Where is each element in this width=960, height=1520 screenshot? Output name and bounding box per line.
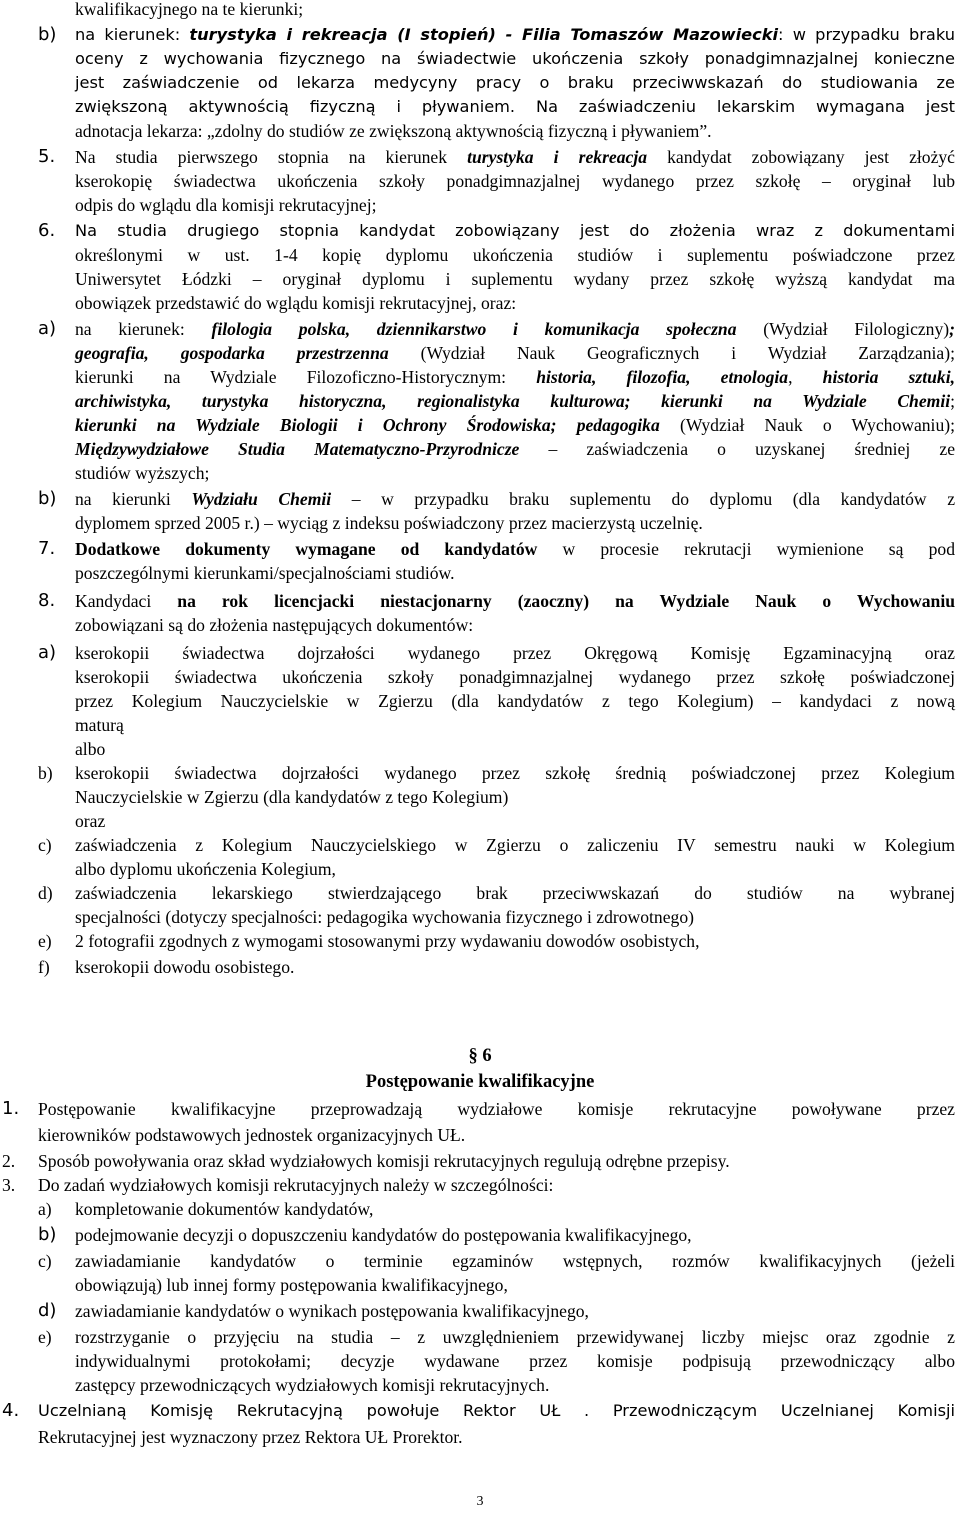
text-line: zobowiązani są do złożenia następujących dokumentów: (75, 615, 474, 635)
section-title: Postępowanie kwalifikacyjne (365, 1072, 595, 1092)
text-line: na kierunek: turystyka i rekreacja (I stopień) - Filia Tomaszów Mazowiecki: w przypadku braku (75, 25, 955, 44)
text-line: Kandydaci na rok licencjacki niestacjonarny (zaoczny) na Wydziale Nauk o Wychowaniu (75, 591, 955, 611)
text-line: kserokopii świadectwa dojrzałości wydanego przez Okręgową Komisję Egzaminacyjną oraz (75, 643, 955, 663)
text-line: maturą (75, 715, 124, 735)
text-line: geografia, gospodarka przestrzenna (Wydział Nauk Geograficznych i Wydział Zarządzania); (75, 343, 955, 363)
text-line: przez Kolegium Nauczycielskie w Zgierzu (dla kandydatów z tego Kolegium) – kandydaci z nową (75, 691, 955, 711)
text-line: Uniwersytet Łódzki – oryginał dyplomu i suplementu wydany przez szkołę wyższą kandydat ma (75, 269, 955, 289)
list-marker: e) (38, 1327, 52, 1347)
text-line: kwalifikacyjnego na te kierunki; (75, 0, 304, 19)
list-marker: d) (38, 1300, 57, 1321)
list-marker: 6. (38, 220, 56, 241)
list-marker: c) (38, 835, 52, 855)
page-number: 3 (476, 1494, 484, 1509)
list-marker: 2. (2, 1151, 16, 1171)
list-marker: 8. (38, 590, 56, 611)
text-line: kserokopii świadectwa dojrzałości wydanego przez szkołę średnią poświadczonej przez Kolegium (75, 763, 955, 783)
text-line: kompletowanie dokumentów kandydatów, (75, 1199, 374, 1219)
list-marker: a) (38, 1199, 52, 1219)
text-line: zwiększoną aktywnością fizyczną i pływaniem. Na zaświadczeniu lekarskim wymagana jest (75, 97, 955, 116)
text-line: specjalności (dotyczy specjalności: pedagogika wychowania fizycznego i zdrowotnego) (75, 907, 694, 927)
text-line: archiwistyka, turystyka historyczna, regionalistyka kulturowa; kierunki na Wydziale Chemii; (75, 391, 955, 411)
list-marker: a) (38, 642, 57, 663)
list-marker: a) (38, 318, 57, 339)
list-marker: b) (38, 24, 57, 45)
text-line: dyplomem sprzed 2005 r.) – wyciąg z indeksu poświadczony przez macierzystą uczelnię. (75, 513, 703, 533)
text-line: zawiadamianie kandydatów o wynikach postępowania kwalifikacyjnego, (75, 1301, 589, 1321)
list-marker: b) (38, 488, 57, 509)
list-marker: f) (38, 957, 50, 977)
section-symbol: § 6 (468, 1046, 492, 1066)
text-line: Na studia pierwszego stopnia na kierunek turystyka i rekreacja kandydat zobowiązany jest złożyć (75, 147, 955, 167)
text-line: indywidualnymi protokołami; decyzje wydawane przez komisje podpisują przewodniczący albo (75, 1351, 955, 1371)
text-line: na kierunek: filologia polska, dziennikarstwo i komunikacja społeczna (Wydział Filologiczny); (75, 319, 955, 339)
text-line: Do zadań wydziałowych komisji rekrutacyjnych należy w szczególności: (38, 1175, 554, 1195)
text-line: kierowników podstawowych jednostek organizacyjnych UŁ. (38, 1125, 466, 1145)
text-line: na kierunki Wydziału Chemii – w przypadku braku suplementu do dyplomu (dla kandydatów z (75, 489, 956, 509)
list-marker: b) (38, 1224, 57, 1245)
text-line: Sposób powoływania oraz skład wydziałowych komisji rekrutacyjnych regulują odrębne przepisy. (38, 1151, 730, 1171)
text-line: Nauczycielskie w Zgierzu (dla kandydatów z tego Kolegium) (75, 787, 509, 807)
text-line: kserokopii świadectwa ukończenia szkoły ponadgimnazjalnej wydanego przez szkołę poświadczonej (75, 667, 955, 687)
text-line: Dodatkowe dokumenty wymagane od kandydatów w procesie rekrutacji wymienione są pod (75, 539, 955, 559)
text-line: poszczególnymi kierunkami/specjalnościami studiów. (75, 563, 455, 583)
text-line: określonymi w ust. 1-4 kopię dyplomu ukończenia studiów i suplementu poświadczone przez (75, 245, 955, 265)
text-line: 2 fotografii zgodnych z wymogami stosowanymi przy wydawaniu dowodów osobistych, (75, 931, 700, 951)
list-marker: 4. (2, 1400, 20, 1421)
text-line: oraz (75, 811, 106, 831)
text-line: albo dyplomu ukończenia Kolegium, (75, 859, 336, 879)
text-line: adnotacja lekarza: „zdolny do studiów ze zwiększoną aktywnością fizyczną i pływaniem”. (75, 121, 712, 141)
text-line: studiów wyższych; (75, 463, 210, 483)
text-line: jest zaświadczenie od lekarza medycyny pracy o braku przeciwwskazań do studiowania ze (75, 73, 955, 92)
text-line: kierunki na Wydziale Filozoficzno-Historycznym: historia, filozofia, etnologia, historia sztuki, (75, 367, 955, 387)
text-line: podejmowanie decyzji o dopuszczeniu kandydatów do postępowania kwalifikacyjnego, (75, 1225, 692, 1245)
list-marker: 7. (38, 538, 56, 559)
list-marker: b) (38, 763, 53, 783)
text-line: albo (75, 739, 106, 759)
text-line: Na studia drugiego stopnia kandydat zobowiązany jest do złożenia wraz z dokumentami (75, 221, 955, 240)
text-line: oceny z wychowania fizycznego na świadectwie ukończenia szkoły ponadgimnazjalnej konieczne (75, 49, 955, 68)
text-line: zaświadczenia lekarskiego stwierdzającego brak przeciwwskazań do studiów na wybranej (75, 883, 955, 903)
text-line: kierunki na Wydziale Biologii i Ochrony Środowiska; pedagogika (Wydział Nauk o Wychowaniu); (75, 415, 955, 435)
text-line: obowiązek przedstawić do wglądu komisji rekrutacyjnej, oraz: (75, 293, 517, 313)
text-line: Uczelnianą Komisję Rekrutacyjną powołuje Rektor UŁ . Przewodniczącym Uczelnianej Komisji (38, 1401, 955, 1420)
list-marker: 1. (2, 1098, 20, 1119)
text-line: zastępcy przewodniczących wydziałowych komisji rekrutacyjnych. (75, 1375, 550, 1395)
list-marker: e) (38, 931, 52, 951)
list-marker: 5. (38, 146, 56, 167)
list-marker: d) (38, 883, 53, 903)
list-marker: 3. (2, 1175, 16, 1195)
list-marker: c) (38, 1251, 52, 1271)
text-line: Postępowanie kwalifikacyjne przeprowadzają wydziałowe komisje rekrutacyjne powoływane przez (38, 1099, 955, 1119)
text-line: rozstrzyganie o przyjęciu na studia – z uwzględnieniem przewidywanej liczby miejsc oraz zgodnie z (75, 1327, 955, 1347)
text-line: zawiadamianie kandydatów o terminie egzaminów wstępnych, rozmów kwalifikacyjnych (jeżeli (75, 1251, 955, 1271)
text-line: Rekrutacyjnej jest wyznaczony przez Rektora UŁ Prorektor. (38, 1427, 463, 1447)
text-line: obowiązują) lub innej formy postępowania kwalifikacyjnego, (75, 1275, 508, 1295)
text-line: odpis do wglądu dla komisji rekrutacyjnej; (75, 195, 377, 215)
text-line: kserokopii dowodu osobistego. (75, 957, 295, 977)
text-line: kserokopię świadectwa ukończenia szkoły ponadgimnazjalnej wydanego przez szkołę – oryginał lub (75, 171, 955, 191)
text-line: Międzywydziałowe Studia Matematyczno-Przyrodnicze – zaświadczenia o uzyskanej średniej ze (75, 439, 956, 459)
text-line: zaświadczenia z Kolegium Nauczycielskiego w Zgierzu o zaliczeniu IV semestru nauki w Kolegium (75, 835, 955, 855)
